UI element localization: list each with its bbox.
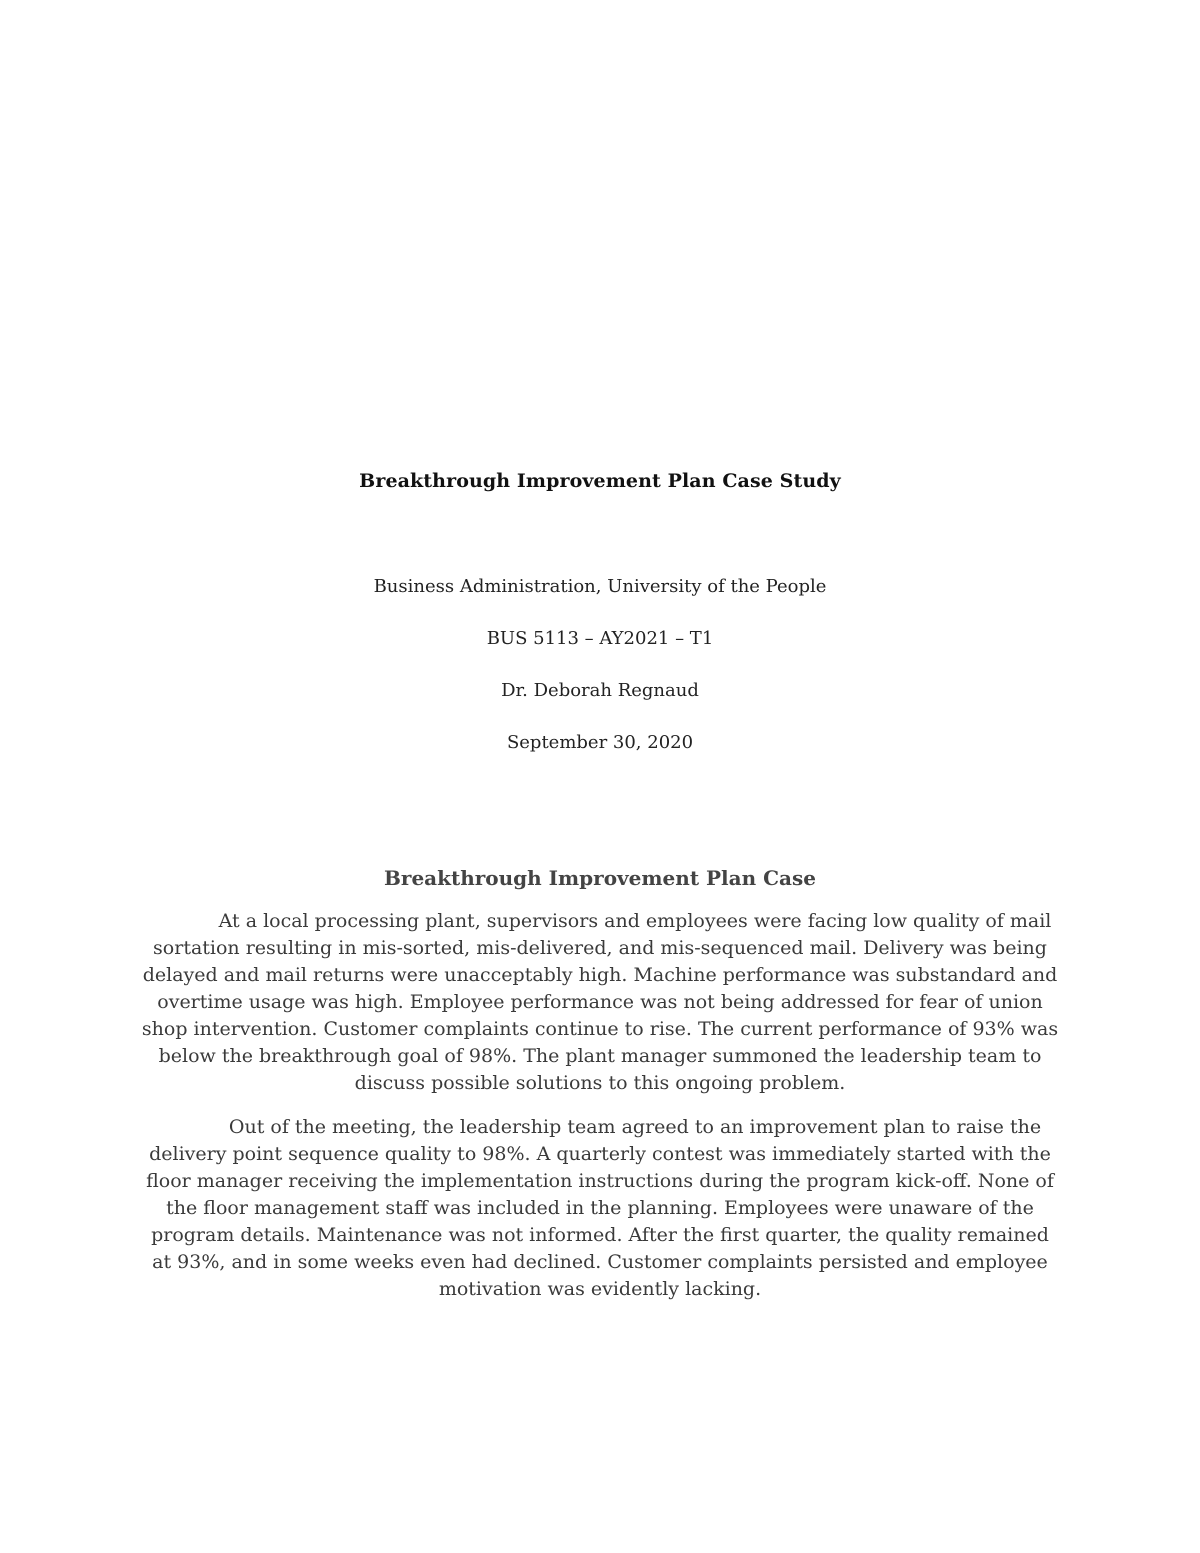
section-heading: Breakthrough Improvement Plan Case bbox=[384, 866, 816, 890]
paragraph-text: Out of the meeting, the leadership team agreed to an improvement plan to raise the delivery point sequence quality to 98%. A quarterly contest was immediately started with the floor manager receiving the implementation instructions during the program kick-off. None of the floor management staff was included in the planning. Employees were unaware of the program details. Maintenance was not informed. After the first quarter, the quality remained at 93%, and in some weeks even had declined. Customer complaints persisted and employee motivation was evidently lacking. bbox=[146, 1116, 1054, 1300]
course-line: BUS 5113 – AY2021 – T1 bbox=[486, 628, 714, 649]
document-title: Breakthrough Improvement Plan Case Study bbox=[359, 470, 841, 492]
date-line: September 30, 2020 bbox=[506, 732, 694, 753]
body-paragraph bbox=[140, 1114, 1060, 1303]
instructor-line: Dr. Deborah Regnaud bbox=[501, 680, 699, 701]
body-paragraph bbox=[140, 908, 1060, 1097]
affiliation-line: Business Administration, University of the People bbox=[373, 576, 827, 597]
paragraph-text: At a local processing plant, supervisors and employees were facing low quality of mail sortation resulting in mis-sorted, mis-delivered, and mis-sequenced mail. Delivery was being delayed and mail returns were unacceptably high. Machine performance was substandard and overtime usage was high. Employee performance was not being addressed for fear of union shop intervention. Customer complaints continue to rise. The current performance of 93% was below the breakthrough goal of 98%. The plant manager summoned the leadership team to discuss possible solutions to this ongoing problem. bbox=[141, 910, 1059, 1094]
